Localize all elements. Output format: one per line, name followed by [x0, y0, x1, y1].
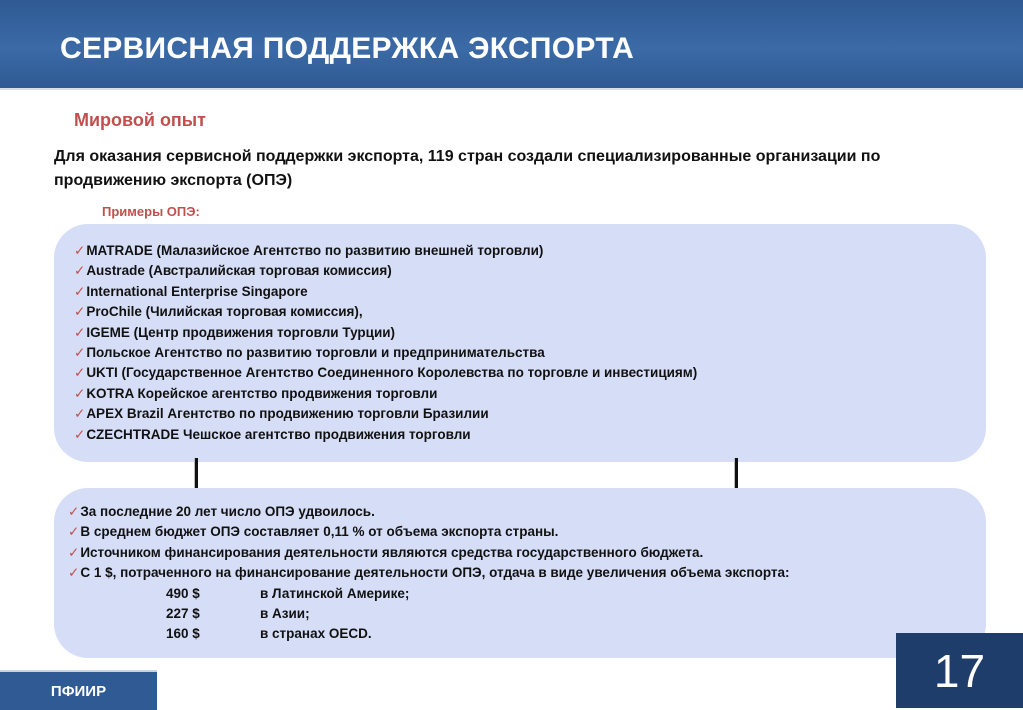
- facts-list: [68, 502, 790, 645]
- header-bar: [0, 0, 1023, 90]
- organization-item: [74, 425, 697, 445]
- organization-item: [74, 363, 697, 383]
- return-amount: 490 $: [166, 585, 200, 601]
- checkmark-icon: ✓: [68, 565, 80, 581]
- organization-item-text: CZECHTRADE Чешское агентство продвижения торговли: [86, 426, 471, 442]
- organization-item-text: KOTRA Корейское агентство продвижения торговли: [86, 385, 438, 401]
- organization-item-text: International Enterprise Singapore: [86, 283, 308, 299]
- fact-item-text: За последние 20 лет число ОПЭ удвоилось.: [80, 504, 375, 519]
- organizations-panel: [54, 224, 986, 462]
- organization-item-text: APEX Brazil Агентство по продвижению торговли Бразилии: [86, 406, 489, 422]
- checkmark-icon: ✓: [74, 263, 86, 279]
- organization-item: [74, 261, 697, 281]
- organization-item: [74, 282, 697, 302]
- connector-line-right: [734, 458, 738, 488]
- intro-text: Для оказания сервисной поддержки экспорта, 119 стран создали специализированные организации по продвижению экспорта (ОПЭ): [54, 148, 881, 189]
- organization-item-text: UKTI (Государственное Агентство Соединенного Королевства по торговле и инвестициям): [86, 365, 698, 381]
- fact-item: [68, 502, 790, 522]
- checkmark-icon: ✓: [68, 524, 80, 540]
- return-row: [68, 584, 790, 604]
- checkmark-icon: ✓: [74, 426, 86, 442]
- checkmark-icon: ✓: [74, 243, 86, 258]
- organization-item-text: MATRADE (Малазийское Агентство по развитию внешней торговли): [86, 243, 544, 258]
- checkmark-icon: ✓: [68, 504, 80, 519]
- organization-item: [74, 323, 697, 343]
- return-region: в Азии;: [260, 606, 310, 622]
- slide-title: СЕРВИСНАЯ ПОДДЕРЖКА ЭКСПОРТА: [60, 32, 635, 65]
- examples-label: Примеры ОПЭ:: [102, 204, 200, 219]
- organization-item-text: Austrade (Австралийская торговая комиссия): [86, 263, 392, 279]
- fact-item-text: Источником финансирования деятельности являются средства государственного бюджета.: [80, 544, 704, 560]
- fact-item-text: С 1 $, потраченного на финансирование деятельности ОПЭ, отдача в виде увеличения объема экспорта:: [80, 565, 790, 581]
- organization-item: [74, 241, 697, 261]
- return-amount: 160 $: [166, 626, 200, 642]
- checkmark-icon: ✓: [74, 365, 86, 381]
- return-row: [68, 604, 790, 624]
- checkmark-icon: ✓: [74, 304, 86, 320]
- checkmark-icon: ✓: [74, 283, 86, 299]
- checkmark-icon: ✓: [74, 324, 86, 340]
- organization-item-text: Польское Агентство по развитию торговли и предпринимательства: [86, 345, 545, 361]
- checkmark-icon: ✓: [74, 345, 86, 361]
- fact-item: [68, 543, 790, 563]
- fact-item: [68, 522, 790, 542]
- organization-item-text: IGEME (Центр продвижения торговли Турции): [86, 324, 396, 340]
- checkmark-icon: ✓: [74, 385, 86, 401]
- organization-item: [74, 384, 697, 404]
- fact-item-text: В среднем бюджет ОПЭ составляет 0,11 % от объема экспорта страны.: [80, 524, 559, 540]
- fact-item: [68, 563, 790, 583]
- return-row: [68, 624, 790, 644]
- organization-item: [74, 404, 697, 424]
- organization-item: [74, 302, 697, 322]
- return-region: в странах OECD.: [260, 626, 372, 642]
- organizations-list: [74, 241, 697, 445]
- return-amount: 227 $: [166, 606, 200, 622]
- footer-label: ПФИИР: [0, 670, 157, 710]
- return-region: в Латинской Америке;: [260, 585, 410, 601]
- connector-line-left: [194, 458, 198, 488]
- page-number: 17: [896, 633, 1023, 708]
- organization-item-text: ProChile (Чилийская торговая комиссия),: [86, 304, 363, 320]
- facts-panel: [54, 488, 986, 658]
- organization-item: [74, 343, 697, 363]
- section-subtitle: Мировой опыт: [74, 110, 206, 130]
- checkmark-icon: ✓: [68, 544, 80, 560]
- checkmark-icon: ✓: [74, 406, 86, 422]
